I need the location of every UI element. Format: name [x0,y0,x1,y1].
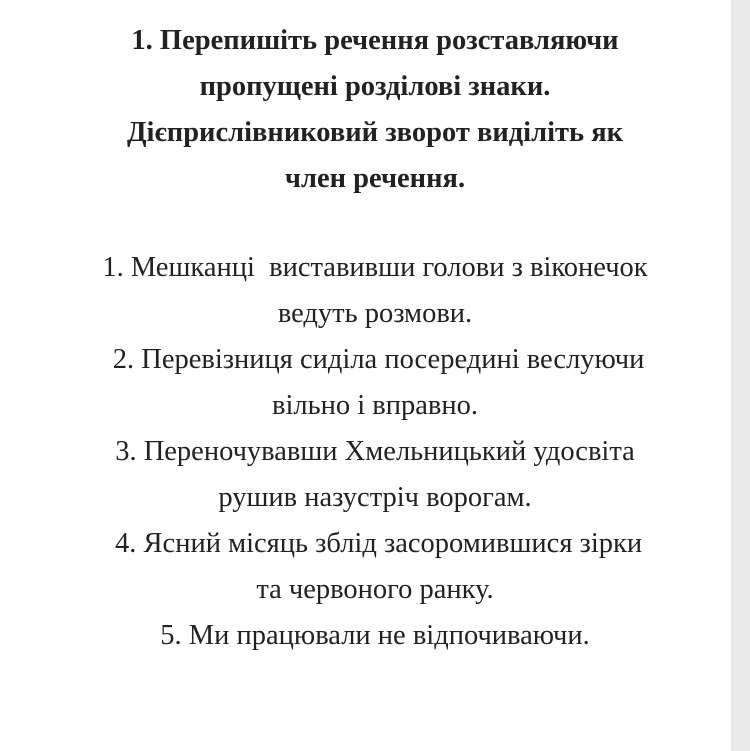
task-heading-line-4: член речення. [284,163,466,194]
task-heading [0,18,750,202]
sentence-1-line-1: 1. Мешканці виставивши голови з віконечок [102,252,648,283]
sentence-2-line-2: вільно і вправно. [272,390,478,421]
sentence-3-line-2: рушив назустріч ворогам. [218,482,532,513]
sentence-5-line-1: 5. Ми працювали не відпочиваючи. [160,620,590,651]
sentence-list [0,245,750,659]
task-heading-line-3: Дієприслівниковий зворот виділіть як [126,117,624,148]
sentence-4-line-1: 4. Ясний місяць зблід засоромившися зірки [107,528,643,559]
task-heading-line-1: 1. Перепишіть речення розставляючи [131,25,619,56]
sentence-2-line-1: 2. Перевізниця сиділа посередині веслуючи [105,344,645,375]
sentence-4-line-2: та червоного ранку. [256,574,494,605]
sentence-3-line-1: 3. Переночувавши Хмельницький удосвіта [115,436,635,467]
task-heading-line-2: пропущені розділові знаки. [199,71,551,102]
sentence-1-line-2: ведуть розмови. [277,298,473,329]
